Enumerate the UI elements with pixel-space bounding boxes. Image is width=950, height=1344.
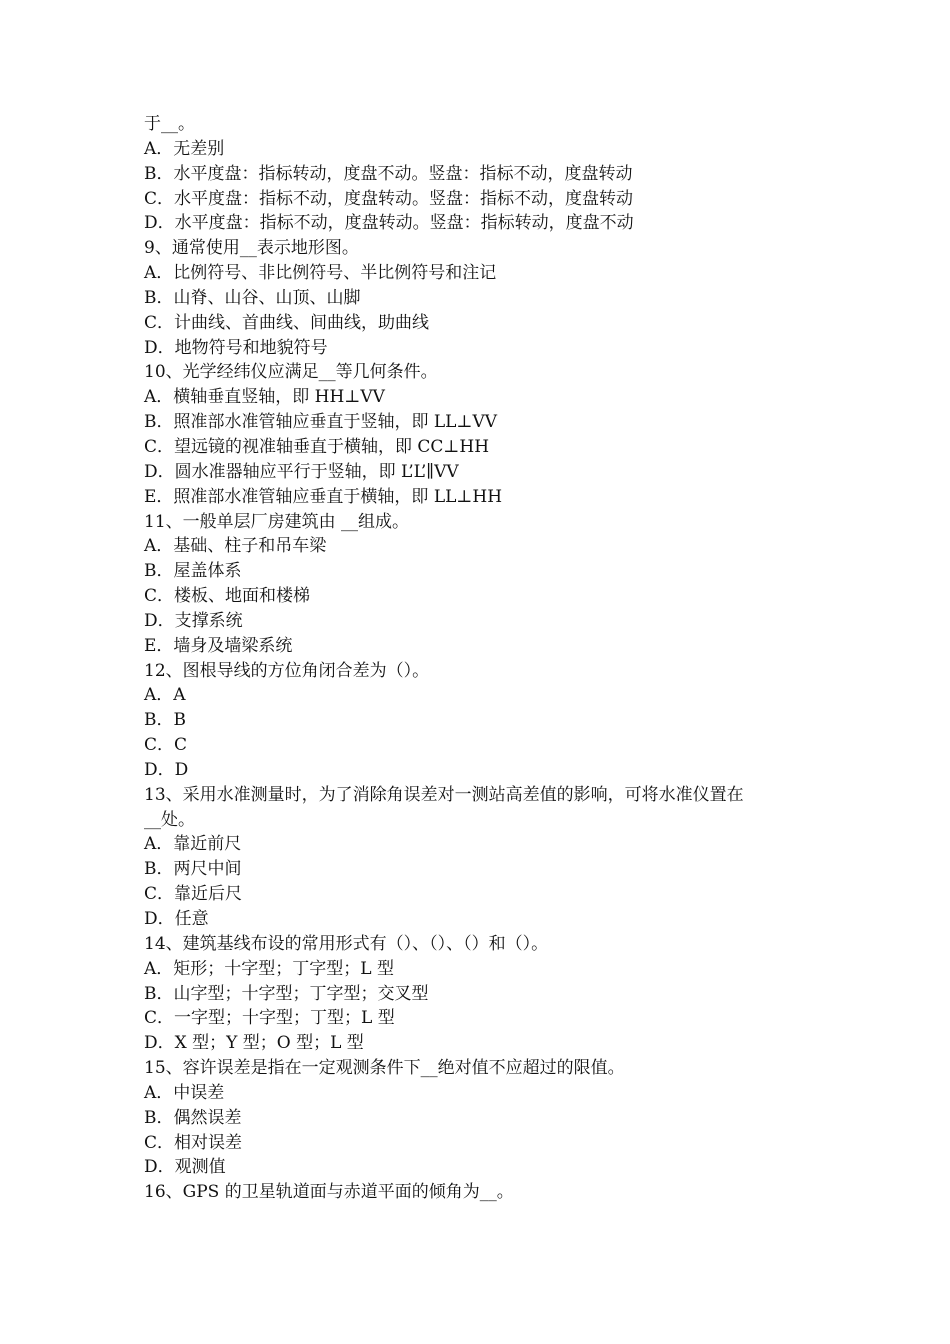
- q11-option-e: E．墙身及墙梁系统: [144, 635, 293, 656]
- q10-option-a: A．横轴垂直竖轴，即 HH⊥VV: [144, 387, 385, 408]
- q9-option-d: D．地物符号和地貌符号: [144, 337, 328, 358]
- q13-option-a: A．靠近前尺: [144, 834, 242, 855]
- q12-option-b: B．B: [144, 710, 186, 731]
- question-14: 14、建筑基线布设的常用形式有（）、（）、（）和（）。: [144, 933, 549, 954]
- question-13: 13、采用水准测量时，为了消除角误差对一测站高差值的影响，可将水准仪置在: [144, 784, 744, 805]
- q12-option-c: C．C: [144, 735, 188, 756]
- q9-option-a: A．比例符号、非比例符号、半比例符号和注记: [144, 263, 497, 284]
- q8-option-c: C．水平度盘：指标不动，度盘转动。竖盘：指标不动，度盘转动: [144, 188, 634, 209]
- question-15: 15、容许误差是指在一定观测条件下__绝对值不应超过的限值。: [144, 1058, 625, 1079]
- q9-option-c: C．计曲线、首曲线、间曲线，助曲线: [144, 312, 430, 333]
- q15-option-a: A．中误差: [144, 1082, 225, 1103]
- q10-option-e: E．照准部水准管轴应垂直于横轴，即 LL⊥HH: [144, 486, 503, 507]
- q14-option-d: D．X 型；Y 型；O 型；L 型: [144, 1033, 364, 1054]
- q11-option-a: A．基础、柱子和吊车梁: [144, 536, 327, 557]
- q11-option-c: C．楼板、地面和楼梯: [144, 586, 311, 607]
- q8-option-a: A．无差别: [144, 138, 225, 159]
- q15-option-c: C．相对误差: [144, 1132, 243, 1153]
- q14-option-a: A．矩形；十字型；丁字型；L 型: [144, 958, 394, 979]
- q13-option-c: C．靠近后尺: [144, 884, 243, 905]
- q10-option-c: C．望远镜的视准轴垂直于横轴，即 CC⊥HH: [144, 436, 490, 457]
- question-10: 10、光学经纬仪应满足__等几何条件。: [144, 362, 438, 383]
- q15-option-d: D．观测值: [144, 1157, 226, 1178]
- question-13-continuation: __处。: [144, 809, 195, 830]
- document-body: [144, 112, 824, 1205]
- q15-option-b: B．偶然误差: [144, 1107, 242, 1128]
- q8-option-b: B．水平度盘：指标转动，度盘不动。竖盘：指标不动，度盘转动: [144, 163, 633, 184]
- q8-option-d: D．水平度盘：指标不动，度盘转动。竖盘：指标转动，度盘不动: [144, 213, 634, 234]
- q10-option-b: B．照准部水准管轴应垂直于竖轴，即 LL⊥VV: [144, 412, 498, 433]
- q12-option-d: D．D: [144, 759, 189, 780]
- question-8-continuation: 于__。: [144, 114, 195, 134]
- q13-option-b: B．两尺中间: [144, 859, 242, 880]
- question-16: 16、GPS 的卫星轨道面与赤道平面的倾角为__。: [144, 1182, 514, 1203]
- q11-option-b: B．屋盖体系: [144, 561, 242, 582]
- q14-option-c: C．一字型；十字型；丁型；L 型: [144, 1008, 395, 1029]
- question-12: 12、图根导线的方位角闭合差为（）。: [144, 660, 430, 681]
- q10-option-d: D．圆水准器轴应平行于竖轴，即 L’L’∥VV: [144, 461, 459, 482]
- q14-option-b: B．山字型；十字型；丁字型；交叉型: [144, 983, 429, 1004]
- question-9: 9、通常使用__表示地形图。: [144, 238, 359, 259]
- q11-option-d: D．支撑系统: [144, 610, 243, 631]
- question-11: 11、一般单层厂房建筑由 __组成。: [144, 511, 410, 532]
- q13-option-d: D．任意: [144, 909, 209, 929]
- q9-option-b: B．山脊、山谷、山顶、山脚: [144, 287, 361, 308]
- q12-option-a: A．A: [144, 685, 186, 706]
